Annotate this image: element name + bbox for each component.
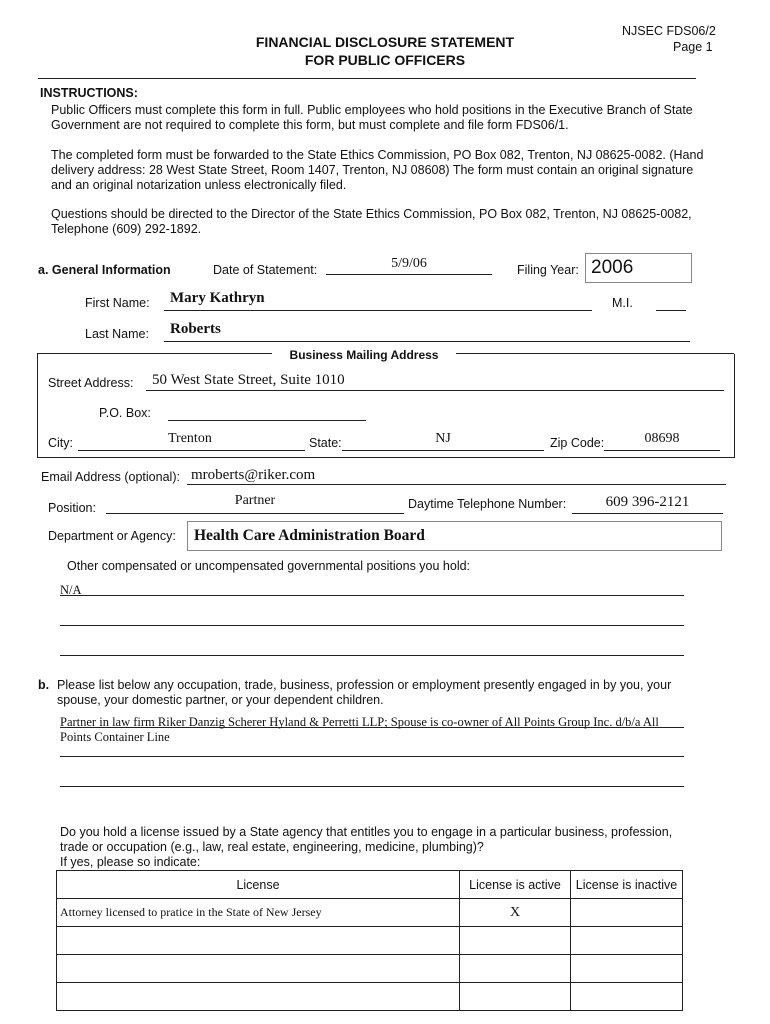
instructions-paragraph-1 <box>51 103 693 133</box>
first-name-label: First Name: <box>85 296 150 310</box>
email-label: Email Address (optional): <box>41 470 180 484</box>
business-address-heading: Business Mailing Address <box>289 348 439 362</box>
street-address-label: Street Address: <box>48 376 134 390</box>
occupation-line-2 <box>60 756 684 757</box>
city-field[interactable]: Trenton <box>168 431 212 446</box>
instructions-p1-line1: Public Officers must complete this form in full. Public employees who hold positions in the Executive Branch of State <box>51 103 693 117</box>
email-field[interactable]: mroberts@riker.com <box>191 467 316 483</box>
department-value: Health Care Administration Board <box>194 527 425 544</box>
other-positions-line-1 <box>60 595 684 596</box>
license-active-cell[interactable] <box>460 955 571 983</box>
first-name-field[interactable]: Mary Kathryn <box>170 290 265 306</box>
date-of-statement-field[interactable]: 5/9/06 <box>391 256 427 271</box>
position-line <box>106 513 404 514</box>
page-number: Page 1 <box>673 40 713 54</box>
other-positions-line-2 <box>60 625 684 626</box>
instructions-p2-line1: The completed form must be forwarded to the State Ethics Commission, PO Box 082, Trenton, NJ 08625-0082. (Hand <box>51 148 704 162</box>
section-b-prompt <box>57 678 671 708</box>
middle-initial-line <box>656 310 686 311</box>
other-positions-label: Other compensated or uncompensated governmental positions you hold: <box>67 559 471 573</box>
filing-year-label: Filing Year: <box>517 263 579 277</box>
form-code: NJSEC FDS06/2 <box>622 24 716 38</box>
other-positions-field[interactable]: N/A <box>60 583 82 597</box>
license-inactive-cell[interactable] <box>571 927 683 955</box>
license-inactive-cell[interactable] <box>571 983 683 1011</box>
state-label: State: <box>309 436 342 450</box>
email-line <box>187 484 726 485</box>
po-box-label: P.O. Box: <box>99 406 151 420</box>
license-name-cell[interactable] <box>57 983 460 1011</box>
license-name-cell[interactable] <box>57 927 460 955</box>
department-label: Department or Agency: <box>48 529 176 543</box>
section-b-marker: b. <box>38 678 50 692</box>
license-question-line3: If yes, please so indicate: <box>60 855 201 869</box>
occupation-answer-line2: Points Container Line <box>60 730 170 744</box>
license-name-cell[interactable] <box>57 955 460 983</box>
license-active-cell[interactable] <box>460 927 571 955</box>
license-question-line1: Do you hold a license issued by a State agency that entitles you to engage in a particular business, profession, <box>60 825 673 839</box>
address-box-top-left <box>37 353 272 354</box>
date-of-statement-line <box>326 274 492 275</box>
street-address-line <box>146 390 724 391</box>
occupation-line-3 <box>60 786 684 787</box>
header-rule <box>38 78 696 79</box>
license-question <box>60 825 672 870</box>
license-table-header <box>57 871 683 899</box>
first-name-line <box>164 310 592 311</box>
middle-initial-label: M.I. <box>612 296 633 310</box>
filing-year-field[interactable] <box>585 253 692 283</box>
license-column-header: License <box>57 871 460 899</box>
section-b-prompt-line1: Please list below any occupation, trade, business, profession or employment presently engaged in by you, your <box>57 678 672 692</box>
license-row <box>57 927 683 955</box>
department-field[interactable] <box>187 521 722 551</box>
license-active-column-header: License is active <box>460 871 571 899</box>
daytime-phone-line <box>572 513 723 514</box>
position-field[interactable]: Partner <box>234 493 276 508</box>
instructions-paragraph-2 <box>51 148 703 193</box>
last-name-line <box>164 341 690 342</box>
daytime-phone-field[interactable]: 609 396-2121 <box>605 494 690 510</box>
position-label: Position: <box>48 501 96 515</box>
form-title-line2: FOR PUBLIC OFFICERS <box>304 52 466 68</box>
address-box-top-right <box>456 353 734 354</box>
zip-code-field[interactable]: 08698 <box>644 431 680 446</box>
date-of-statement-label: Date of Statement: <box>213 263 318 277</box>
occupation-answer-line1: Partner in law firm Riker Danzig Scherer Hyland & Perretti LLP; Spouse is co-owner of All Points Group Inc. d/b/a All <box>60 715 659 729</box>
city-label: City: <box>48 436 73 450</box>
license-inactive-cell[interactable] <box>571 955 683 983</box>
instructions-p2-line3: and an original notarization unless electronically filed. <box>51 178 347 192</box>
occupation-line-1 <box>60 727 684 728</box>
filing-year-value: 2006 <box>591 257 634 278</box>
other-positions-line-3 <box>60 655 684 656</box>
po-box-line <box>168 420 366 421</box>
last-name-label: Last Name: <box>85 327 149 341</box>
instructions-p1-line2: Government are not required to complete this form, but must complete and file form FDS06/1. <box>51 118 569 132</box>
license-table <box>56 870 683 1011</box>
state-field[interactable]: NJ <box>435 431 451 446</box>
section-a-heading: a. General Information <box>38 263 171 277</box>
license-active-cell[interactable] <box>460 983 571 1011</box>
license-active-cell[interactable]: X <box>460 899 571 927</box>
license-name-cell[interactable]: Attorney licensed to pratice in the State of New Jersey <box>57 899 460 927</box>
instructions-p3-line1: Questions should be directed to the Director of the State Ethics Commission, PO Box 082, Trenton, NJ 08625-0082, <box>51 207 692 221</box>
form-title-line1: FINANCIAL DISCLOSURE STATEMENT <box>255 34 515 50</box>
license-question-line2: trade or occupation (e.g., law, real estate, engineering, medicine, plumbing)? <box>60 840 484 854</box>
daytime-phone-label: Daytime Telephone Number: <box>408 497 567 511</box>
instructions-p2-line2: delivery address: 28 West State Street, Room 1407, Trenton, NJ 08608) The form must contain an original signature <box>51 163 694 177</box>
instructions-p3-line2: Telephone (609) 292-1892. <box>51 222 202 236</box>
state-line <box>342 450 544 451</box>
last-name-field[interactable]: Roberts <box>170 321 221 337</box>
section-b-prompt-line2: spouse, your domestic partner, or your dependent children. <box>57 693 384 707</box>
instructions-paragraph-3 <box>51 207 692 237</box>
license-row <box>57 983 683 1011</box>
occupation-answer[interactable] <box>60 715 659 745</box>
license-row <box>57 955 683 983</box>
license-inactive-cell[interactable] <box>571 899 683 927</box>
zip-code-line <box>604 450 720 451</box>
license-row <box>57 899 683 927</box>
city-line <box>78 450 305 451</box>
zip-code-label: Zip Code: <box>550 436 605 450</box>
street-address-field[interactable]: 50 West State Street, Suite 1010 <box>152 372 345 388</box>
instructions-heading: INSTRUCTIONS: <box>40 86 138 100</box>
license-inactive-column-header: License is inactive <box>571 871 683 899</box>
